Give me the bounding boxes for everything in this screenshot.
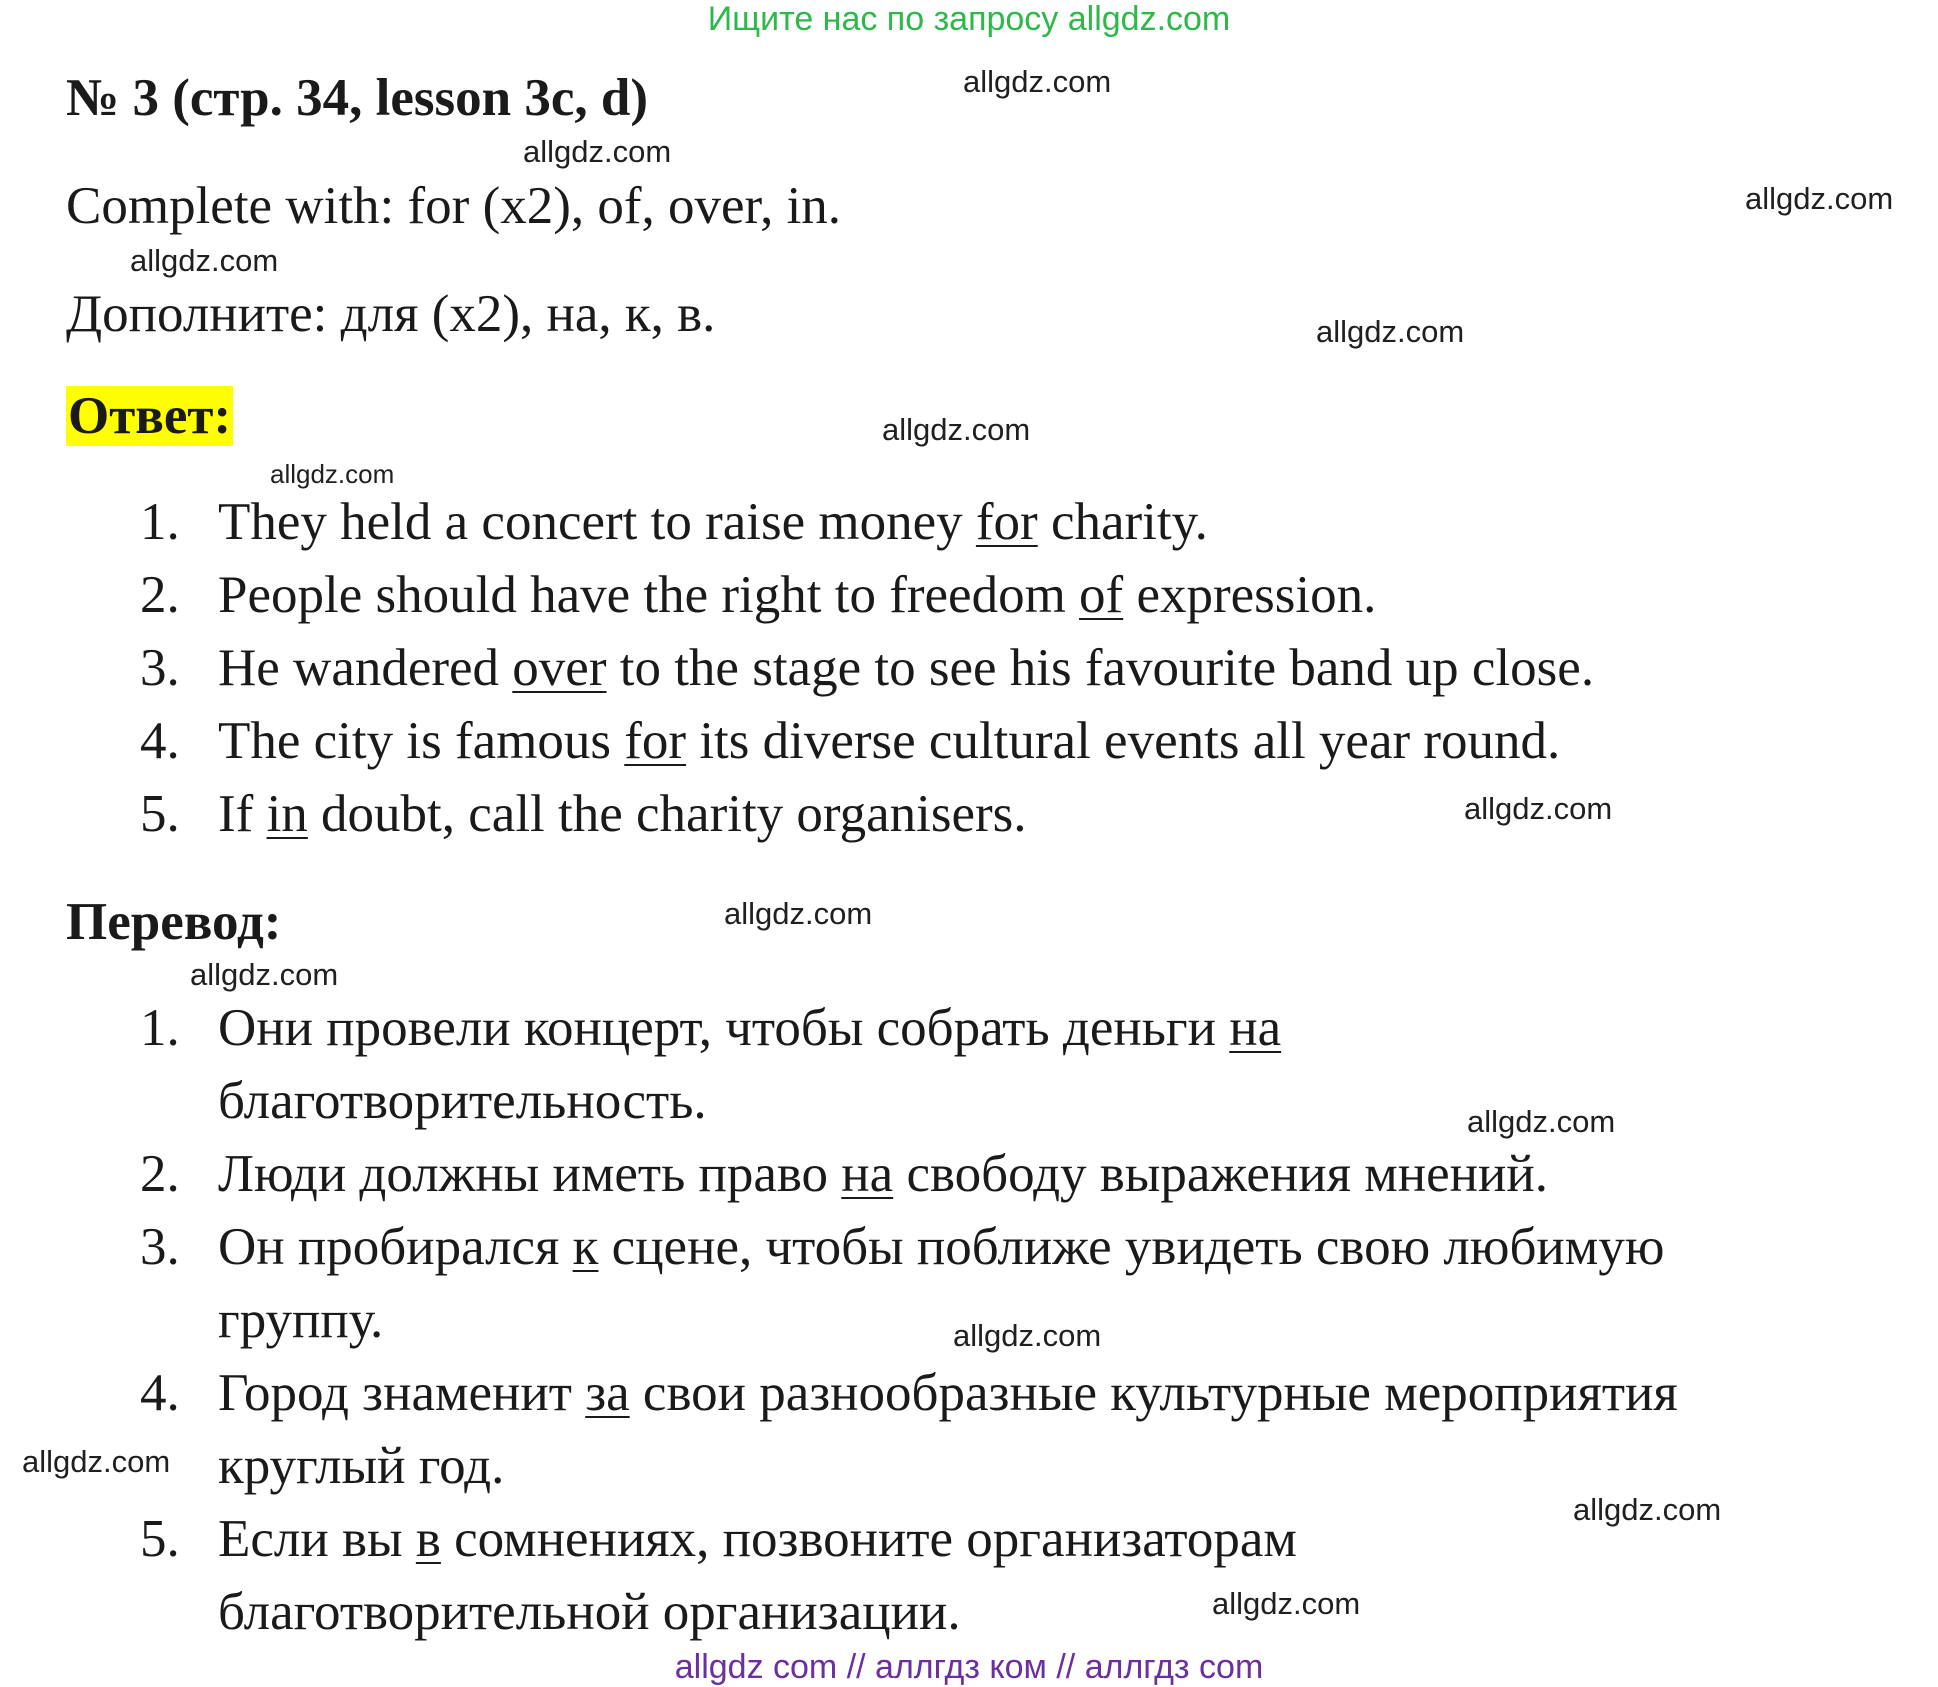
item-number: 5. <box>140 785 180 843</box>
item-number: 1. <box>140 999 180 1057</box>
item-number: 5. <box>140 1510 180 1568</box>
exercise-title: № 3 (стр. 34, lesson 3c, d) <box>66 69 648 127</box>
watermark: allgdz.com <box>1316 314 1465 349</box>
text-segment: сцене, чтобы поближе увидеть свою любимую <box>598 1218 1665 1276</box>
instruction-russian: Дополните: для (x2), на, к, в. <box>66 285 716 343</box>
filled-word: в <box>415 1510 441 1568</box>
translation-item <box>140 1363 180 1423</box>
filled-word: over <box>512 639 607 697</box>
text-segment: its diverse cultural events all year round. <box>686 712 1561 770</box>
item-number: 2. <box>140 566 180 624</box>
translation-text <box>218 1217 1664 1277</box>
filled-word: за <box>585 1364 630 1422</box>
filled-word: of <box>1079 566 1124 624</box>
translation-item <box>140 1509 180 1569</box>
answer-item <box>140 638 180 698</box>
answer-label: Ответ: <box>68 387 232 445</box>
text-segment: expression. <box>1123 566 1377 624</box>
watermark: allgdz.com <box>1467 1104 1616 1139</box>
item-number: 4. <box>140 1364 180 1422</box>
answer-text <box>218 492 1208 552</box>
translation-item <box>140 1217 180 1277</box>
watermark: allgdz.com <box>1464 791 1613 826</box>
watermark: allgdz.com <box>523 134 672 169</box>
answer-item <box>140 784 180 844</box>
text-segment: He wandered <box>218 639 513 697</box>
text-segment: doubt, call the charity organisers. <box>307 785 1027 843</box>
text-segment: Они провели концерт, чтобы собрать деньги <box>218 999 1230 1057</box>
answer-text <box>218 784 1027 844</box>
answer-item <box>140 711 180 771</box>
text-segment: People should have the right to freedom <box>218 566 1080 624</box>
item-number: 1. <box>140 493 180 551</box>
item-number: 4. <box>140 712 180 770</box>
answer-text <box>218 638 1594 698</box>
translation-continuation: круглый год. <box>218 1437 505 1495</box>
text-segment: Если вы <box>218 1510 416 1568</box>
filled-word: in <box>266 785 308 843</box>
item-number: 2. <box>140 1145 180 1203</box>
text-segment: to the stage to see his favourite band up close. <box>606 639 1595 697</box>
translation-label: Перевод: <box>66 893 282 951</box>
translation-continuation: группу. <box>218 1291 384 1349</box>
item-number: 3. <box>140 1218 180 1276</box>
translation-text <box>218 998 1281 1058</box>
watermark: allgdz.com <box>882 412 1031 447</box>
filled-word: на <box>1229 999 1282 1057</box>
text-segment: свободу выражения мнений. <box>893 1145 1549 1203</box>
watermark: allgdz.com <box>22 1444 171 1479</box>
footer-links: allgdz com // аллгдз ком // аллгдз com <box>674 1648 1264 1686</box>
instruction-english: Complete with: for (x2), of, over, in. <box>66 177 842 235</box>
text-segment: charity. <box>1037 493 1208 551</box>
translation-text <box>218 1144 1548 1204</box>
watermark: allgdz.com <box>724 896 873 931</box>
answer-item <box>140 492 180 552</box>
text-segment: сомнениях, позвоните организаторам <box>440 1510 1297 1568</box>
translation-continuation: благотворительность. <box>218 1072 707 1130</box>
answer-text <box>218 711 1560 771</box>
text-segment: If <box>218 785 267 843</box>
text-segment: Люди должны иметь право <box>218 1145 842 1203</box>
top-banner: Ищите нас по запросу allgdz.com <box>707 0 1231 38</box>
watermark: allgdz.com <box>953 1318 1102 1353</box>
answer-text <box>218 565 1376 625</box>
text-segment: Он пробирался <box>218 1218 573 1276</box>
text-segment: свои разнообразные культурные мероприятия <box>629 1364 1678 1422</box>
watermark: allgdz.com <box>190 957 339 992</box>
translation-item <box>140 1144 180 1204</box>
watermark: allgdz.com <box>270 459 395 489</box>
answer-item <box>140 565 180 625</box>
translation-item <box>140 998 180 1058</box>
translation-text <box>218 1509 1297 1569</box>
filled-word: к <box>572 1218 599 1276</box>
filled-word: for <box>975 493 1038 551</box>
item-number: 3. <box>140 639 180 697</box>
filled-word: for <box>624 712 687 770</box>
watermark: allgdz.com <box>963 64 1112 99</box>
watermark: allgdz.com <box>130 243 279 278</box>
text-segment: The city is famous <box>218 712 625 770</box>
translation-continuation: благотворительной организации. <box>218 1583 961 1641</box>
text-segment: Город знаменит <box>218 1364 586 1422</box>
filled-word: на <box>841 1145 894 1203</box>
watermark: allgdz.com <box>1573 1492 1722 1527</box>
watermark: allgdz.com <box>1212 1586 1361 1621</box>
text-segment: They held a concert to raise money <box>218 493 976 551</box>
watermark: allgdz.com <box>1745 181 1894 216</box>
translation-text <box>218 1363 1678 1423</box>
